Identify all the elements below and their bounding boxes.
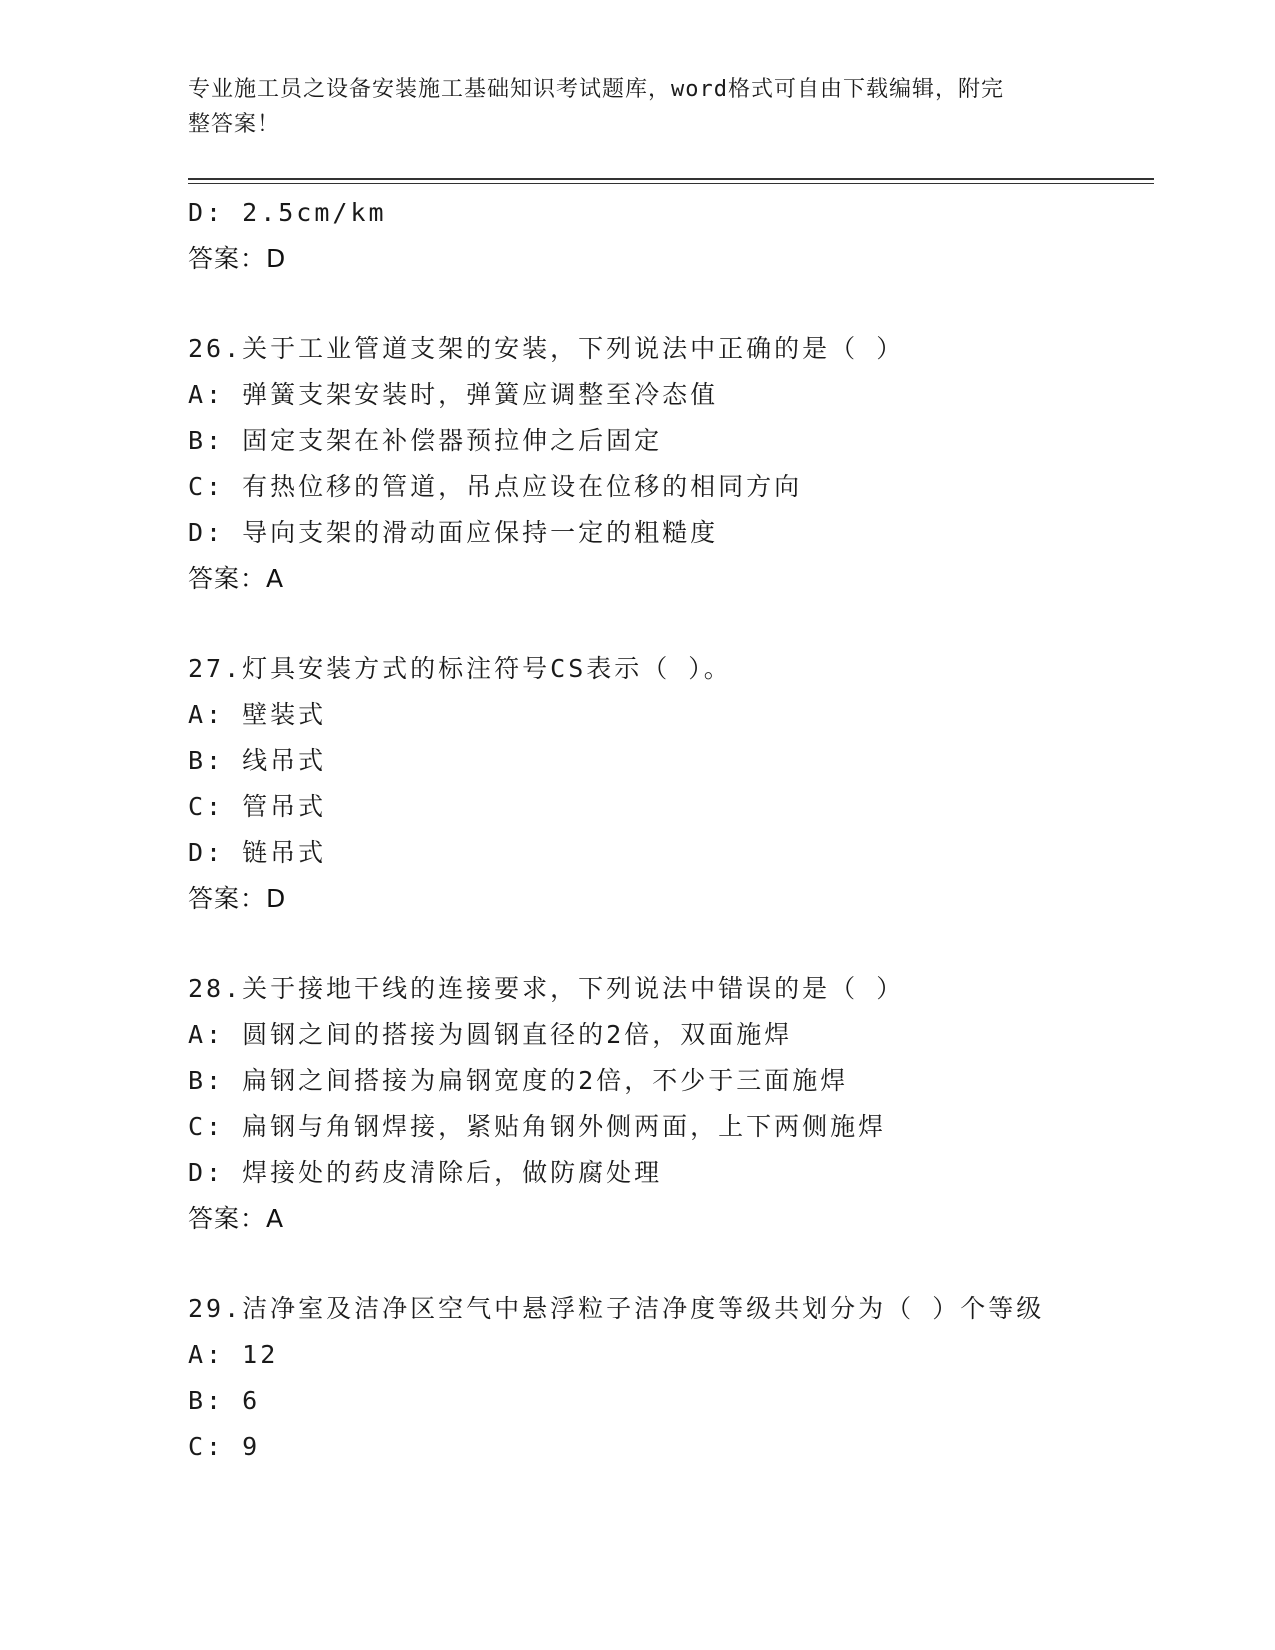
option-d: D: 链吊式 <box>188 838 327 867</box>
question-stem: 28.关于接地干线的连接要求，下列说法中错误的是（ ） <box>188 974 905 1003</box>
option-a: A: 12 <box>188 1340 279 1369</box>
question-stem: 26.关于工业管道支架的安装，下列说法中正确的是（ ） <box>188 334 905 363</box>
question-stem: 29.洁净室及洁净区空气中悬浮粒子洁净度等级共划分为（ ）个等级 <box>188 1294 1045 1323</box>
header-divider-thick <box>188 178 1154 180</box>
header-intro-line-1: 专业施工员之设备安装施工基础知识考试题库，word格式可自由下载编辑，附完 <box>188 77 1004 102</box>
option-c: C: 9 <box>188 1432 261 1461</box>
option-a: A: 弹簧支架安装时，弹簧应调整至冷态值 <box>188 380 719 409</box>
answer-line: 答案：A <box>188 1204 285 1233</box>
question-26 <box>188 326 1154 602</box>
question-28 <box>188 966 1154 1242</box>
option-d: D: 焊接处的药皮清除后，做防腐处理 <box>188 1158 663 1187</box>
answer-line: 答案：D <box>188 884 287 913</box>
spacer <box>188 922 1154 966</box>
carryover-answer: 答案：D <box>188 244 287 273</box>
carryover-option-d: D: 2.5cm/km <box>188 198 387 227</box>
option-c: C: 扁钢与角钢焊接，紧贴角钢外侧两面，上下两侧施焊 <box>188 1112 887 1141</box>
option-d: D: 导向支架的滑动面应保持一定的粗糙度 <box>188 518 719 547</box>
question-list <box>188 190 1154 1470</box>
option-b: B: 扁钢之间搭接为扁钢宽度的2倍，不少于三面施焊 <box>188 1066 849 1095</box>
question-27 <box>188 646 1154 922</box>
option-c: C: 管吊式 <box>188 792 327 821</box>
answer-line: 答案：A <box>188 564 285 593</box>
option-a: A: 壁装式 <box>188 700 327 729</box>
option-b: B: 固定支架在补偿器预拉伸之后固定 <box>188 426 663 455</box>
header-divider-thin <box>188 183 1154 184</box>
option-a: A: 圆钢之间的搭接为圆钢直径的2倍，双面施焊 <box>188 1020 793 1049</box>
option-b: B: 6 <box>188 1386 261 1415</box>
option-c: C: 有热位移的管道，吊点应设在位移的相同方向 <box>188 472 803 501</box>
question-stem: 27.灯具安装方式的标注符号CS表示（ ）。 <box>188 654 732 683</box>
spacer <box>188 1242 1154 1286</box>
spacer <box>188 602 1154 646</box>
document-header <box>188 72 1068 142</box>
spacer <box>188 282 1154 326</box>
option-b: B: 线吊式 <box>188 746 327 775</box>
question-29 <box>188 1286 1154 1470</box>
header-intro-line-2: 整答案！ <box>188 112 281 137</box>
